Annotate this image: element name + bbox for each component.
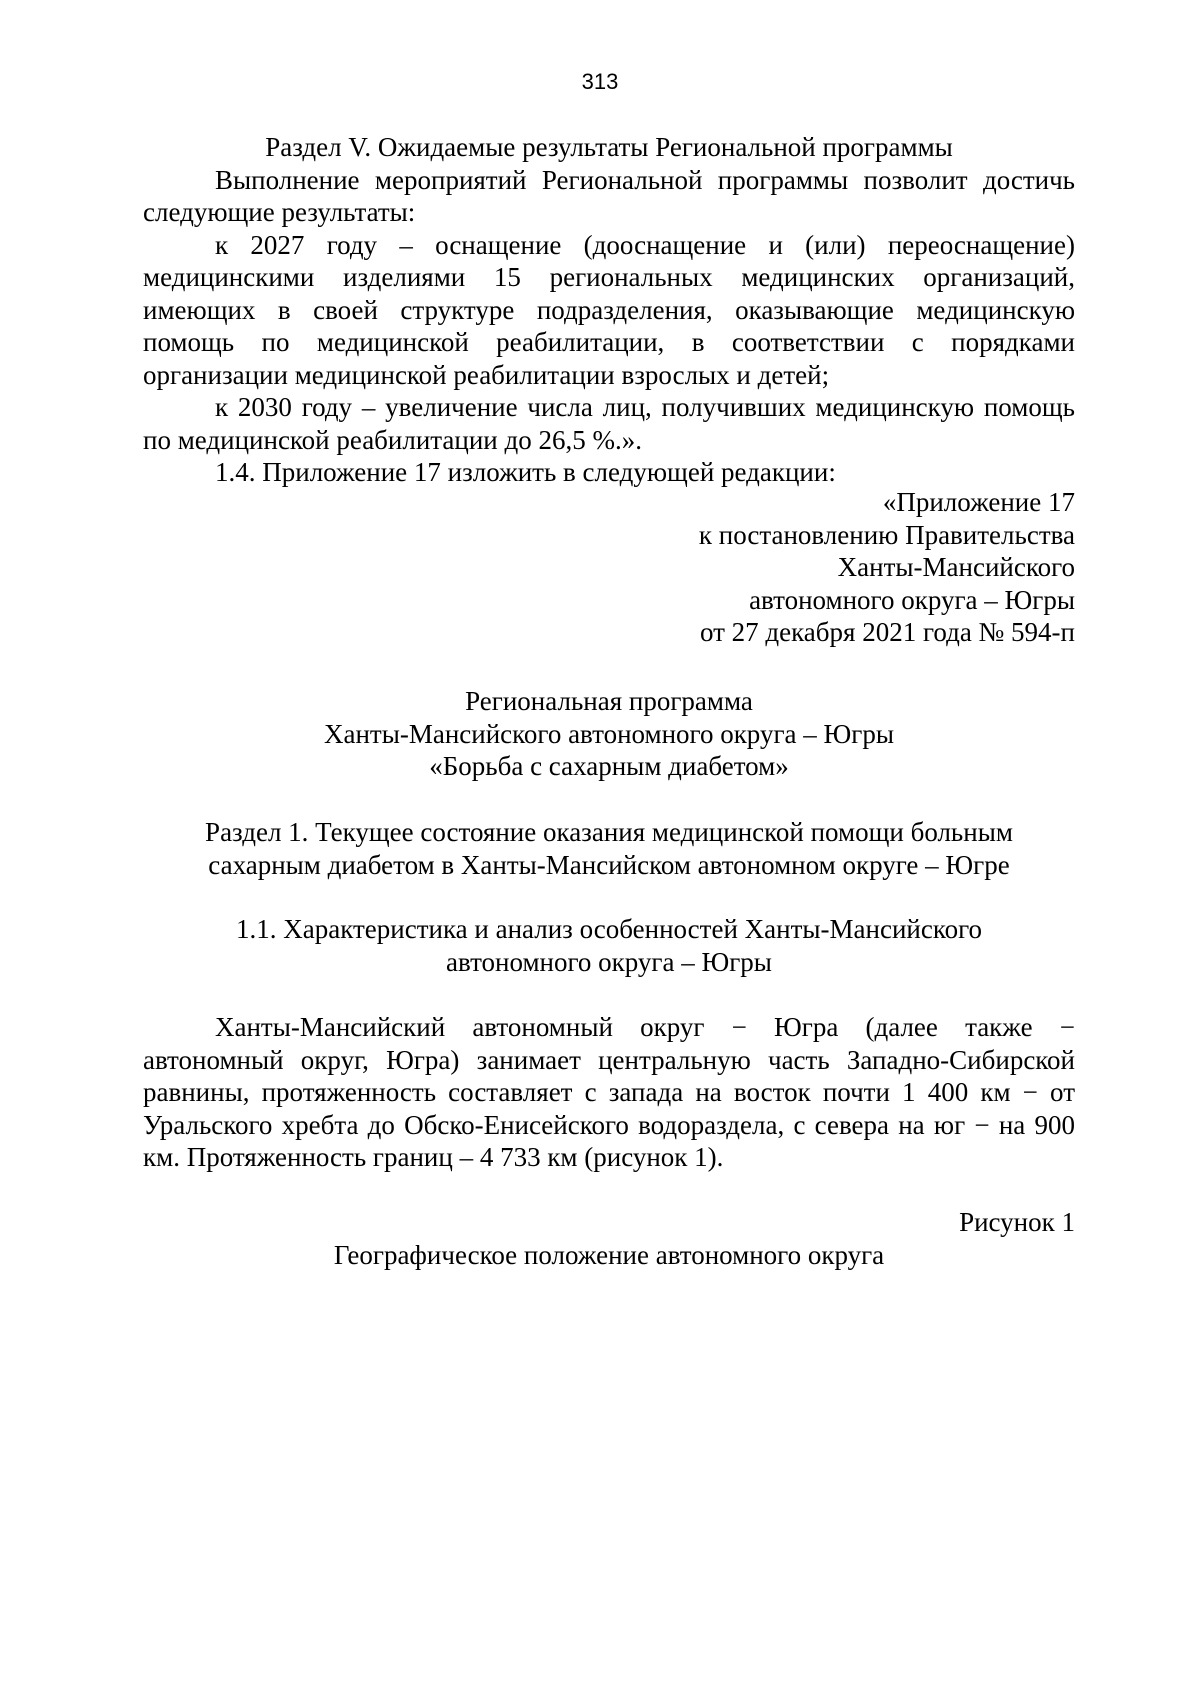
- figure-1: [143, 1206, 1075, 1271]
- appendix-line-2: к постановлению Правительства: [698, 519, 1075, 550]
- result-2030: к 2030 году – увеличение числа лиц, получивших медицинскую помощь по медицинской реабилитации до 26,5 %.».: [143, 392, 1075, 455]
- section-5-intro: Выполнение мероприятий Региональной программы позволит достичь следующие результаты:: [143, 164, 1075, 227]
- region-description-paragraph: Ханты-Мансийский автономный округ − Югра (далее также − автономный округ, Югра) занимает центральную часть Западно-Сибирской равнины, протяженность составляет с запада на восток почти 1 400 км − от Уральского хребта до Обско-Енисейского водораздела, с севера на юг − на 900 км. Протяженность границ – 4 733 км (рисунок 1).: [143, 1012, 1075, 1172]
- section-1-heading-line-1: Раздел 1. Текущее состояние оказания медицинской помощи больным: [205, 817, 1013, 847]
- program-title-line-2: Ханты-Мансийского автономного округа – Югры: [324, 718, 894, 749]
- page-number: 313: [581, 69, 619, 94]
- appendix-line-3: Ханты-Мансийского: [837, 552, 1075, 582]
- section-5: [143, 131, 1075, 489]
- figure-caption: Географическое положение автономного округа: [333, 1239, 885, 1270]
- appendix-line-4: автономного округа – Югры: [749, 584, 1075, 615]
- appendix-header: [143, 486, 1075, 649]
- result-2027: к 2027 году – оснащение (дооснащение и (или) переоснащение) медицинскими изделиями 15 региональных медицинских организаций, имеющих в своей структуре подразделения, оказывающие медицинскую помощь по медицинской реабилитации, в соответствии с порядками организации медицинской реабилитации взрослых и детей;: [143, 229, 1075, 390]
- subsection-1-1-body: [143, 1011, 1075, 1174]
- amendment-paragraph: 1.4. Приложение 17 изложить в следующей редакции:: [215, 457, 836, 487]
- appendix-line-5: от 27 декабря 2021 года № 594-п: [699, 617, 1075, 647]
- section-1-heading: [143, 816, 1075, 881]
- subsection-1-1-heading: [143, 913, 1075, 978]
- figure-label: Рисунок 1: [959, 1207, 1075, 1237]
- program-title: [143, 685, 1075, 783]
- section-1-heading-line-2: сахарным диабетом в Ханты-Мансийском автономном округе – Югре: [208, 849, 1010, 880]
- section-5-heading: Раздел V. Ожидаемые результаты Региональной программы: [265, 132, 953, 162]
- subsection-1-1-heading-line-1: 1.1. Характеристика и анализ особенностей Ханты-Мансийского: [236, 914, 982, 944]
- appendix-line-1: «Приложение 17: [882, 487, 1075, 517]
- program-title-line-3: «Борьба с сахарным диабетом»: [429, 751, 789, 781]
- program-title-line-1: Региональная программа: [465, 686, 753, 716]
- subsection-1-1-heading-line-2: автономного округа – Югры: [446, 946, 772, 977]
